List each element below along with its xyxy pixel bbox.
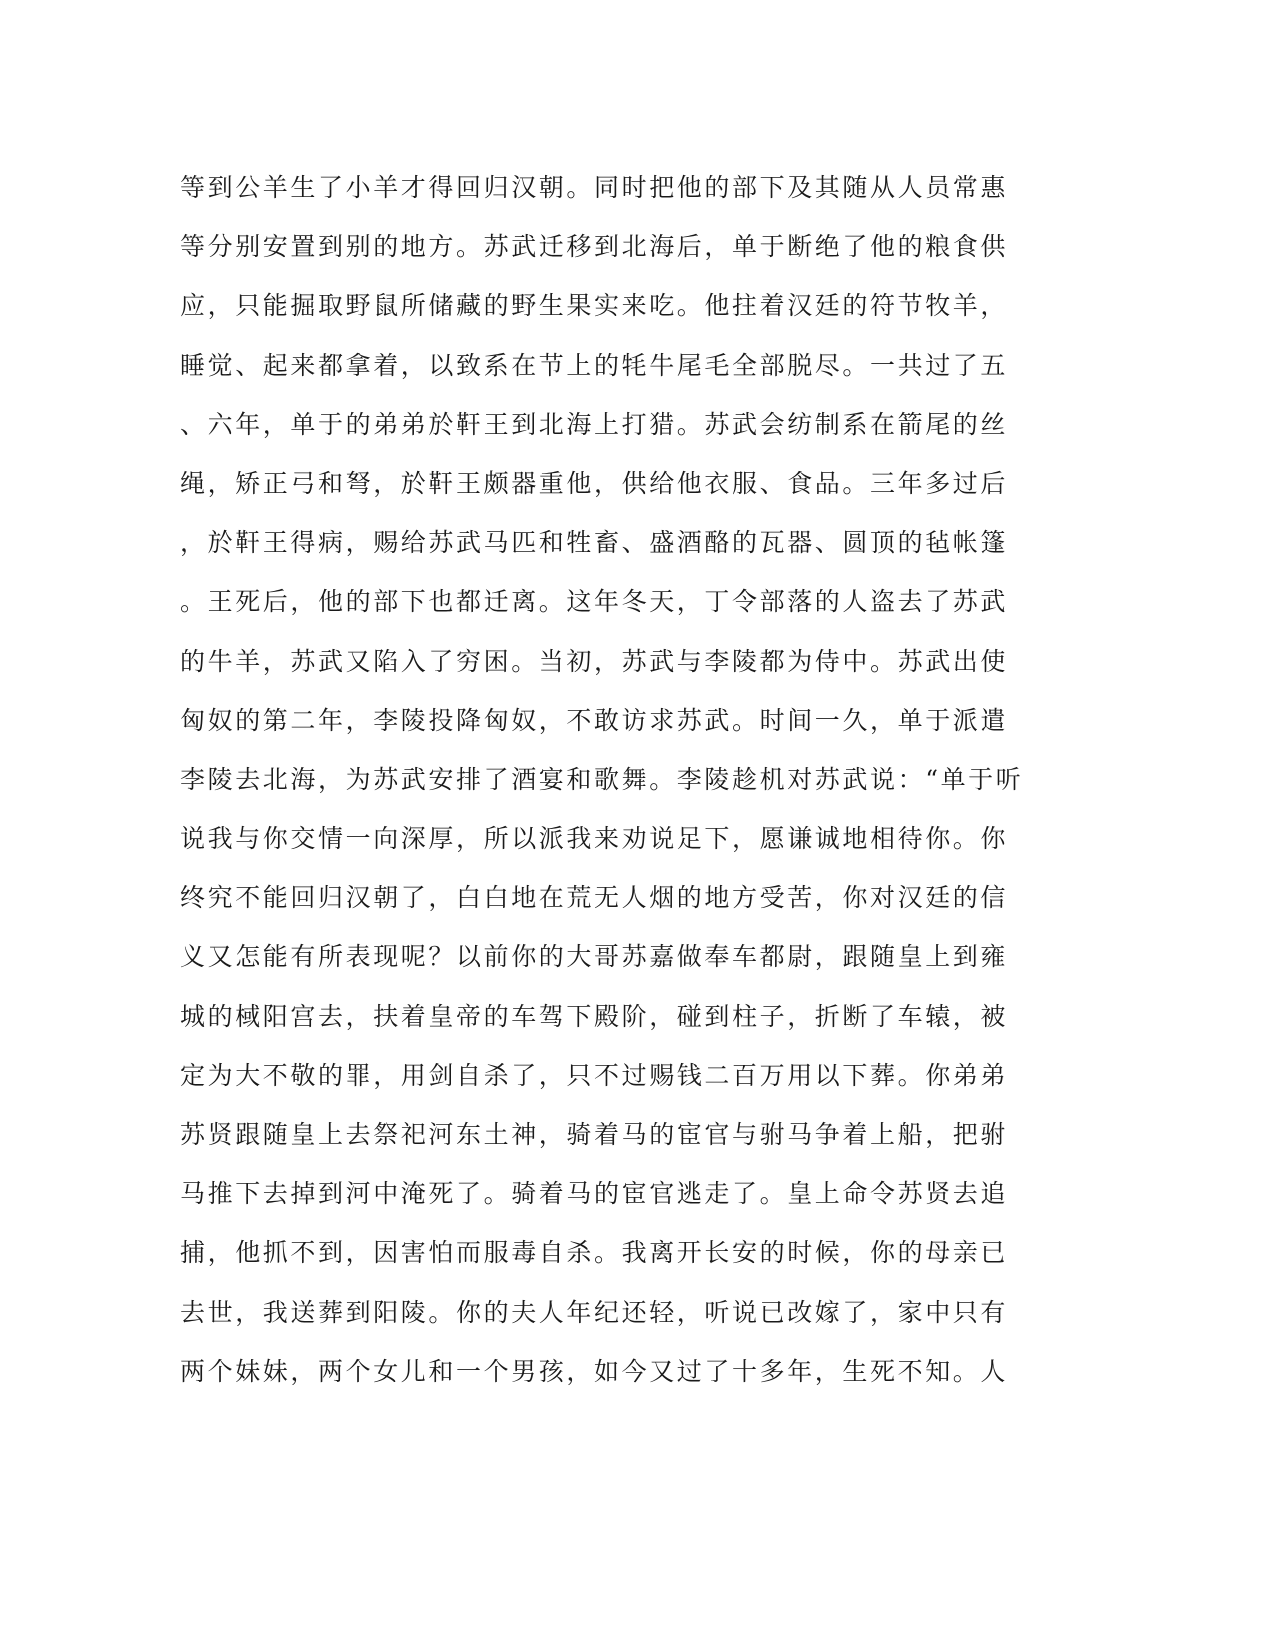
text-line: 等分别安置到别的地方。苏武迁移到北海后，单于断绝了他的粮食供	[180, 232, 1009, 262]
text-line: 城的棫阳宫去，扶着皇帝的车驾下殿阶，碰到柱子，折断了车辕，被	[180, 1001, 1009, 1031]
text-line: 的牛羊，苏武又陷入了穷困。当初，苏武与李陵都为侍中。苏武出使	[180, 646, 1009, 676]
text-line: 、六年，单于的弟弟於靬王到北海上打猎。苏武会纺制系在箭尾的丝	[180, 409, 1009, 439]
text-line: 苏贤跟随皇上去祭祀河东土神，骑着马的宦官与驸马争着上船，把驸	[180, 1120, 1009, 1149]
text-line: 定为大不敬的罪，用剑自杀了，只不过赐钱二百万用以下葬。你弟弟	[180, 1060, 1009, 1090]
text-line: 睡觉、起来都拿着，以致系在节上的牦牛尾毛全部脱尽。一共过了五	[180, 350, 1009, 380]
text-line: 说我与你交情一向深厚，所以派我来劝说足下，愿谦诚地相待你。你	[180, 824, 1009, 854]
text-line: 应，只能掘取野鼠所储藏的野生果实来吃。他拄着汉廷的符节牧羊，	[180, 291, 1009, 321]
text-line: 等到公羊生了小羊才得回归汉朝。同时把他的部下及其随从人员常惠	[180, 173, 1009, 202]
text-line: 。王死后，他的部下也都迁离。这年冬天，丁令部落的人盗去了苏武	[180, 587, 1009, 617]
text-line: 去世，我送葬到阳陵。你的夫人年纪还轻，听说已改嫁了，家中只有	[180, 1297, 1009, 1327]
text-line: 匈奴的第二年，李陵投降匈奴，不敢访求苏武。时间一久，单于派遣	[180, 705, 1009, 735]
text-line: 绳，矫正弓和弩，於靬王颇器重他，供给他衣服、食品。三年多过后	[180, 468, 1009, 498]
text-line: 两个妹妹，两个女儿和一个男孩，如今又过了十多年，生死不知。人	[180, 1356, 1009, 1386]
body-text	[180, 158, 1060, 1401]
text-line: 马推下去掉到河中淹死了。骑着马的宦官逃走了。皇上命令苏贤去追	[180, 1179, 1009, 1209]
text-line: 李陵去北海，为苏武安排了酒宴和歌舞。李陵趁机对苏武说：“单于听	[180, 764, 1024, 794]
text-line: 义又怎能有所表现呢？以前你的大哥苏嘉做奉车都尉，跟随皇上到雍	[180, 942, 1009, 972]
text-line: 终究不能回归汉朝了，白白地在荒无人烟的地方受苦，你对汉廷的信	[180, 883, 1009, 913]
text-line: ，於靬王得病，赐给苏武马匹和牲畜、盛酒酪的瓦器、圆顶的毡帐篷	[180, 528, 1009, 558]
text-line: 捕，他抓不到，因害怕而服毒自杀。我离开长安的时候，你的母亲已	[180, 1238, 1009, 1268]
